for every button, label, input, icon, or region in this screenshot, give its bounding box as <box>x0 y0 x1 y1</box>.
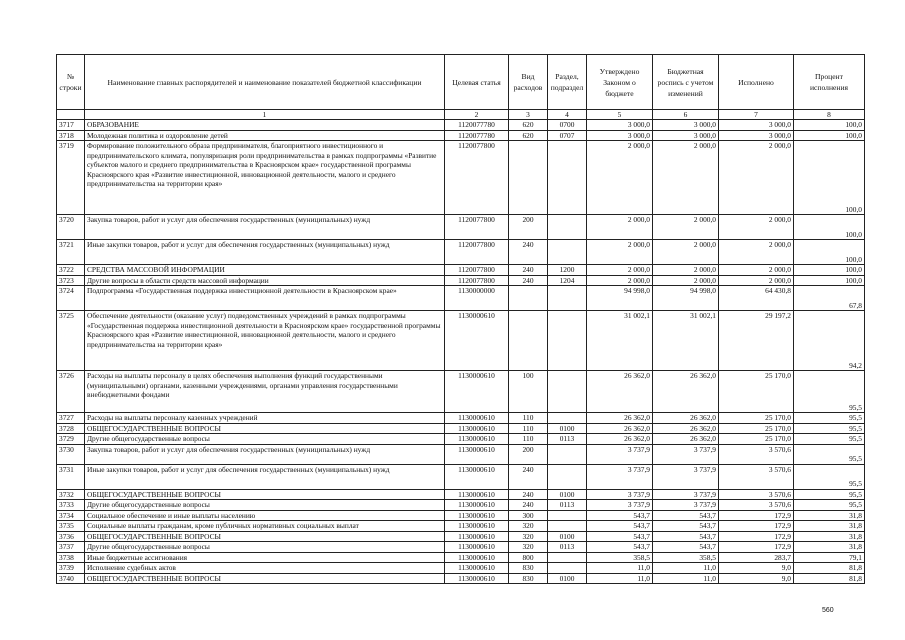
column-number: 3 <box>509 110 548 120</box>
row-approved: 26 362,0 <box>587 423 653 434</box>
row-target-article: 1130000610 <box>445 423 509 434</box>
row-number: 3721 <box>57 240 85 265</box>
column-number <box>57 110 85 120</box>
row-name: Обеспечение деятельности (оказание услуг) подведомственных учреждений в рамках подпрограммы «Государственная поддержка инвестиционной деятельности в Красноярском крае» государственной программы Красноярского края «Развитие инвестиционной, инновационной деятельности, малого и среднего предпринимательства на территории края» <box>85 311 445 371</box>
row-percent: 94,2 <box>794 311 865 371</box>
row-number: 3732 <box>57 489 85 500</box>
row-section: 0100 <box>548 531 587 542</box>
row-executed: 29 197,2 <box>719 311 794 371</box>
row-executed: 25 170,0 <box>719 371 794 413</box>
row-percent: 100,0 <box>794 265 865 276</box>
row-name: Социальное обеспечение и иные выплаты населению <box>85 510 445 521</box>
row-target-article: 1130000610 <box>445 311 509 371</box>
row-name: Иные бюджетные ассигнования <box>85 552 445 563</box>
row-executed: 2 000,0 <box>719 275 794 286</box>
row-budget-schedule: 11,0 <box>653 573 719 584</box>
row-budget-schedule: 3 737,9 <box>653 489 719 500</box>
row-executed: 25 170,0 <box>719 423 794 434</box>
table-row <box>57 130 865 141</box>
row-budget-schedule: 3 000,0 <box>653 120 719 131</box>
row-percent: 95,5 <box>794 371 865 413</box>
row-executed: 2 000,0 <box>719 240 794 265</box>
row-number: 3734 <box>57 510 85 521</box>
table-row <box>57 240 865 265</box>
row-target-article: 1130000610 <box>445 371 509 413</box>
row-number: 3725 <box>57 311 85 371</box>
row-executed: 2 000,0 <box>719 141 794 215</box>
row-expense-kind: 240 <box>509 265 548 276</box>
column-number-row <box>57 110 865 120</box>
row-section <box>548 563 587 574</box>
row-budget-schedule: 2 000,0 <box>653 240 719 265</box>
row-target-article: 1130000610 <box>445 464 509 489</box>
row-percent: 31,8 <box>794 542 865 553</box>
table-row <box>57 275 865 286</box>
table-row <box>57 311 865 371</box>
row-section: 1200 <box>548 265 587 276</box>
row-executed: 3 570,6 <box>719 489 794 500</box>
row-budget-schedule: 3 737,9 <box>653 444 719 464</box>
row-approved: 2 000,0 <box>587 240 653 265</box>
row-approved: 11,0 <box>587 563 653 574</box>
row-percent: 95,5 <box>794 500 865 511</box>
row-target-article: 1120077780 <box>445 120 509 131</box>
row-expense-kind <box>509 311 548 371</box>
row-number: 3740 <box>57 573 85 584</box>
row-budget-schedule: 26 362,0 <box>653 434 719 445</box>
row-name: СРЕДСТВА МАССОВОЙ ИНФОРМАЦИИ <box>85 265 445 276</box>
row-percent: 100,0 <box>794 275 865 286</box>
row-approved: 543,7 <box>587 531 653 542</box>
row-target-article: 1130000610 <box>445 510 509 521</box>
table-row <box>57 489 865 500</box>
row-approved: 3 737,9 <box>587 464 653 489</box>
row-approved: 3 000,0 <box>587 120 653 131</box>
row-budget-schedule: 26 362,0 <box>653 413 719 424</box>
row-expense-kind: 240 <box>509 500 548 511</box>
row-percent: 95,5 <box>794 413 865 424</box>
row-expense-kind: 200 <box>509 215 548 240</box>
row-target-article: 1130000610 <box>445 489 509 500</box>
row-expense-kind: 110 <box>509 423 548 434</box>
row-budget-schedule: 11,0 <box>653 563 719 574</box>
row-percent: 100,0 <box>794 120 865 131</box>
row-number: 3729 <box>57 434 85 445</box>
row-executed: 9,0 <box>719 563 794 574</box>
table-row <box>57 371 865 413</box>
row-approved: 2 000,0 <box>587 265 653 276</box>
row-budget-schedule: 2 000,0 <box>653 215 719 240</box>
row-number: 3736 <box>57 531 85 542</box>
row-target-article: 1130000000 <box>445 286 509 311</box>
row-name: Расходы на выплаты персоналу казенных учреждений <box>85 413 445 424</box>
row-number: 3723 <box>57 275 85 286</box>
row-expense-kind: 620 <box>509 130 548 141</box>
row-name: Другие общегосударственные вопросы <box>85 434 445 445</box>
row-number: 3728 <box>57 423 85 434</box>
table-body <box>57 120 865 584</box>
row-executed: 3 570,6 <box>719 464 794 489</box>
row-number: 3727 <box>57 413 85 424</box>
row-budget-schedule: 31 002,1 <box>653 311 719 371</box>
row-percent: 67,8 <box>794 286 865 311</box>
row-section: 0113 <box>548 542 587 553</box>
row-target-article: 1130000610 <box>445 444 509 464</box>
row-target-article: 1120077780 <box>445 130 509 141</box>
row-name: Иные закупки товаров, работ и услуг для обеспечения государственных (муниципальных) нужд <box>85 464 445 489</box>
table-row <box>57 413 865 424</box>
row-approved: 3 737,9 <box>587 444 653 464</box>
table-row <box>57 434 865 445</box>
row-percent: 100,0 <box>794 130 865 141</box>
row-section <box>548 141 587 215</box>
table-row <box>57 141 865 215</box>
row-number: 3724 <box>57 286 85 311</box>
row-approved: 3 737,9 <box>587 489 653 500</box>
row-approved: 358,5 <box>587 552 653 563</box>
row-expense-kind: 620 <box>509 120 548 131</box>
row-executed: 64 430,8 <box>719 286 794 311</box>
row-section <box>548 371 587 413</box>
row-executed: 3 570,6 <box>719 500 794 511</box>
row-executed: 172,9 <box>719 510 794 521</box>
row-section: 0100 <box>548 423 587 434</box>
row-budget-schedule: 3 737,9 <box>653 464 719 489</box>
header-expense-kind: Вид расходов <box>509 55 548 110</box>
column-number: 6 <box>653 110 719 120</box>
row-expense-kind: 830 <box>509 563 548 574</box>
row-number: 3730 <box>57 444 85 464</box>
row-executed: 9,0 <box>719 573 794 584</box>
row-executed: 172,9 <box>719 521 794 532</box>
row-section <box>548 413 587 424</box>
row-section <box>548 464 587 489</box>
budget-table <box>56 54 865 584</box>
row-executed: 3 000,0 <box>719 130 794 141</box>
row-name: Другие общегосударственные вопросы <box>85 542 445 553</box>
table-row <box>57 573 865 584</box>
row-budget-schedule: 3 000,0 <box>653 130 719 141</box>
row-approved: 2 000,0 <box>587 141 653 215</box>
row-budget-schedule: 26 362,0 <box>653 371 719 413</box>
row-percent: 95,5 <box>794 444 865 464</box>
header-target-article: Целевая статья <box>445 55 509 110</box>
row-approved: 543,7 <box>587 521 653 532</box>
row-number: 3722 <box>57 265 85 276</box>
row-expense-kind: 320 <box>509 531 548 542</box>
row-name: Формирование положительного образа предпринимателя, благоприятного инвестиционного и предпринимательского климата, популяризация роли предпринимательства в рамках подпрограммы «Развитие субъектов малого и среднего предпринимательства в Красноярском крае» государственной программы Красноярского края «Развитие инвестиционной, инновационной деятельности, малого и среднего предпринимательства на территории края» <box>85 141 445 215</box>
row-section <box>548 444 587 464</box>
row-budget-schedule: 3 737,9 <box>653 500 719 511</box>
row-target-article: 1130000610 <box>445 542 509 553</box>
row-name: Закупка товаров, работ и услуг для обеспечения государственных (муниципальных) нужд <box>85 444 445 464</box>
row-executed: 172,9 <box>719 542 794 553</box>
row-expense-kind: 110 <box>509 413 548 424</box>
header-executed: Исполнено <box>719 55 794 110</box>
row-number: 3717 <box>57 120 85 131</box>
row-section <box>548 521 587 532</box>
row-budget-schedule: 543,7 <box>653 531 719 542</box>
table-row <box>57 265 865 276</box>
column-number: 8 <box>794 110 865 120</box>
row-section: 1204 <box>548 275 587 286</box>
column-number: 5 <box>587 110 653 120</box>
row-percent: 95,5 <box>794 489 865 500</box>
row-target-article: 1130000610 <box>445 563 509 574</box>
row-target-article: 1130000610 <box>445 500 509 511</box>
row-budget-schedule: 358,5 <box>653 552 719 563</box>
row-executed: 3 570,6 <box>719 444 794 464</box>
row-approved: 26 362,0 <box>587 371 653 413</box>
row-expense-kind <box>509 141 548 215</box>
row-target-article: 1130000610 <box>445 413 509 424</box>
row-percent: 31,8 <box>794 521 865 532</box>
table-row <box>57 444 865 464</box>
header-section: Раздел, подраздел <box>548 55 587 110</box>
header-budget-schedule: Бюджетная роспись с учетом изменений <box>653 55 719 110</box>
column-number: 2 <box>445 110 509 120</box>
table-row <box>57 423 865 434</box>
row-target-article: 1130000610 <box>445 521 509 532</box>
row-target-article: 1130000610 <box>445 552 509 563</box>
row-expense-kind: 800 <box>509 552 548 563</box>
row-number: 3731 <box>57 464 85 489</box>
row-number: 3738 <box>57 552 85 563</box>
row-name: Другие вопросы в области средств массовой информации <box>85 275 445 286</box>
table-row <box>57 552 865 563</box>
row-approved: 11,0 <box>587 573 653 584</box>
row-name: ОБРАЗОВАНИЕ <box>85 120 445 131</box>
budget-table-sheet <box>56 54 864 584</box>
row-expense-kind: 110 <box>509 434 548 445</box>
row-number: 3719 <box>57 141 85 215</box>
row-section <box>548 311 587 371</box>
row-target-article: 1120077800 <box>445 265 509 276</box>
row-number: 3735 <box>57 521 85 532</box>
row-percent: 95,5 <box>794 434 865 445</box>
row-approved: 31 002,1 <box>587 311 653 371</box>
row-name: Другие общегосударственные вопросы <box>85 500 445 511</box>
header-percent: Процент исполнения <box>794 55 865 110</box>
table-header-row <box>57 55 865 110</box>
row-section: 0707 <box>548 130 587 141</box>
row-percent: 95,5 <box>794 423 865 434</box>
header-approved: Утверждено Законом о бюджете <box>587 55 653 110</box>
column-number: 1 <box>85 110 445 120</box>
row-percent: 31,8 <box>794 531 865 542</box>
row-expense-kind: 300 <box>509 510 548 521</box>
column-number: 7 <box>719 110 794 120</box>
row-name: Молодежная политика и оздоровление детей <box>85 130 445 141</box>
row-approved: 3 000,0 <box>587 130 653 141</box>
row-budget-schedule: 543,7 <box>653 521 719 532</box>
table-row <box>57 120 865 131</box>
row-percent: 81,8 <box>794 573 865 584</box>
row-percent: 31,8 <box>794 510 865 521</box>
row-budget-schedule: 543,7 <box>653 510 719 521</box>
row-section <box>548 286 587 311</box>
row-expense-kind: 320 <box>509 521 548 532</box>
row-number: 3720 <box>57 215 85 240</box>
row-target-article: 1130000610 <box>445 531 509 542</box>
row-expense-kind <box>509 286 548 311</box>
table-row <box>57 286 865 311</box>
row-number: 3733 <box>57 500 85 511</box>
table-row <box>57 215 865 240</box>
column-number: 4 <box>548 110 587 120</box>
row-percent: 81,8 <box>794 563 865 574</box>
row-approved: 26 362,0 <box>587 413 653 424</box>
row-executed: 25 170,0 <box>719 413 794 424</box>
row-expense-kind: 830 <box>509 573 548 584</box>
row-percent: 79,1 <box>794 552 865 563</box>
row-expense-kind: 240 <box>509 489 548 500</box>
row-name: ОБЩЕГОСУДАРСТВЕННЫЕ ВОПРОСЫ <box>85 531 445 542</box>
row-section <box>548 240 587 265</box>
row-target-article: 1120077800 <box>445 141 509 215</box>
row-expense-kind: 240 <box>509 240 548 265</box>
row-executed: 2 000,0 <box>719 265 794 276</box>
table-row <box>57 500 865 511</box>
row-name: Подпрограмма «Государственная поддержка инвестиционной деятельности в Красноярском крае» <box>85 286 445 311</box>
page-number: 560 <box>822 607 834 614</box>
row-budget-schedule: 26 362,0 <box>653 423 719 434</box>
row-number: 3718 <box>57 130 85 141</box>
row-executed: 172,9 <box>719 531 794 542</box>
row-expense-kind: 320 <box>509 542 548 553</box>
row-name: Социальные выплаты гражданам, кроме публичных нормативных социальных выплат <box>85 521 445 532</box>
row-target-article: 1120077800 <box>445 275 509 286</box>
row-budget-schedule: 94 998,0 <box>653 286 719 311</box>
row-approved: 26 362,0 <box>587 434 653 445</box>
row-target-article: 1130000610 <box>445 434 509 445</box>
row-number: 3737 <box>57 542 85 553</box>
row-name: ОБЩЕГОСУДАРСТВЕННЫЕ ВОПРОСЫ <box>85 489 445 500</box>
row-approved: 2 000,0 <box>587 275 653 286</box>
row-target-article: 1130000610 <box>445 573 509 584</box>
table-row <box>57 563 865 574</box>
row-section: 0113 <box>548 500 587 511</box>
row-section <box>548 215 587 240</box>
row-target-article: 1120077800 <box>445 215 509 240</box>
row-section: 0100 <box>548 573 587 584</box>
row-name: Закупка товаров, работ и услуг для обеспечения государственных (муниципальных) нужд <box>85 215 445 240</box>
row-executed: 25 170,0 <box>719 434 794 445</box>
row-section <box>548 510 587 521</box>
row-section <box>548 552 587 563</box>
row-budget-schedule: 543,7 <box>653 542 719 553</box>
row-budget-schedule: 2 000,0 <box>653 275 719 286</box>
row-percent: 100,0 <box>794 215 865 240</box>
row-section: 0700 <box>548 120 587 131</box>
row-executed: 2 000,0 <box>719 215 794 240</box>
row-percent: 100,0 <box>794 240 865 265</box>
row-name: Иные закупки товаров, работ и услуг для обеспечения государственных (муниципальных) нужд <box>85 240 445 265</box>
row-expense-kind: 200 <box>509 444 548 464</box>
header-name: Наименование главных распорядителей и наименование показателей бюджетной классификации <box>85 55 445 110</box>
row-approved: 2 000,0 <box>587 215 653 240</box>
row-executed: 283,7 <box>719 552 794 563</box>
table-row <box>57 521 865 532</box>
row-name: Расходы на выплаты персоналу в целях обеспечения выполнения функций государственными (муниципальными) органами, казенными учреждениями, органами управления государственными внебюджетными фондами <box>85 371 445 413</box>
table-row <box>57 464 865 489</box>
table-row <box>57 531 865 542</box>
row-percent: 95,5 <box>794 464 865 489</box>
table-row <box>57 510 865 521</box>
header-row-number: № строки <box>57 55 85 110</box>
row-name: Исполнение судебных актов <box>85 563 445 574</box>
row-target-article: 1120077800 <box>445 240 509 265</box>
row-approved: 543,7 <box>587 542 653 553</box>
row-expense-kind: 240 <box>509 275 548 286</box>
row-approved: 543,7 <box>587 510 653 521</box>
row-budget-schedule: 2 000,0 <box>653 141 719 215</box>
row-number: 3726 <box>57 371 85 413</box>
row-executed: 3 000,0 <box>719 120 794 131</box>
row-expense-kind: 100 <box>509 371 548 413</box>
row-budget-schedule: 2 000,0 <box>653 265 719 276</box>
row-name: ОБЩЕГОСУДАРСТВЕННЫЕ ВОПРОСЫ <box>85 423 445 434</box>
row-section: 0100 <box>548 489 587 500</box>
row-approved: 94 998,0 <box>587 286 653 311</box>
row-section: 0113 <box>548 434 587 445</box>
table-row <box>57 542 865 553</box>
row-approved: 3 737,9 <box>587 500 653 511</box>
row-percent: 100,0 <box>794 141 865 215</box>
row-name: ОБЩЕГОСУДАРСТВЕННЫЕ ВОПРОСЫ <box>85 573 445 584</box>
row-number: 3739 <box>57 563 85 574</box>
row-expense-kind: 240 <box>509 464 548 489</box>
